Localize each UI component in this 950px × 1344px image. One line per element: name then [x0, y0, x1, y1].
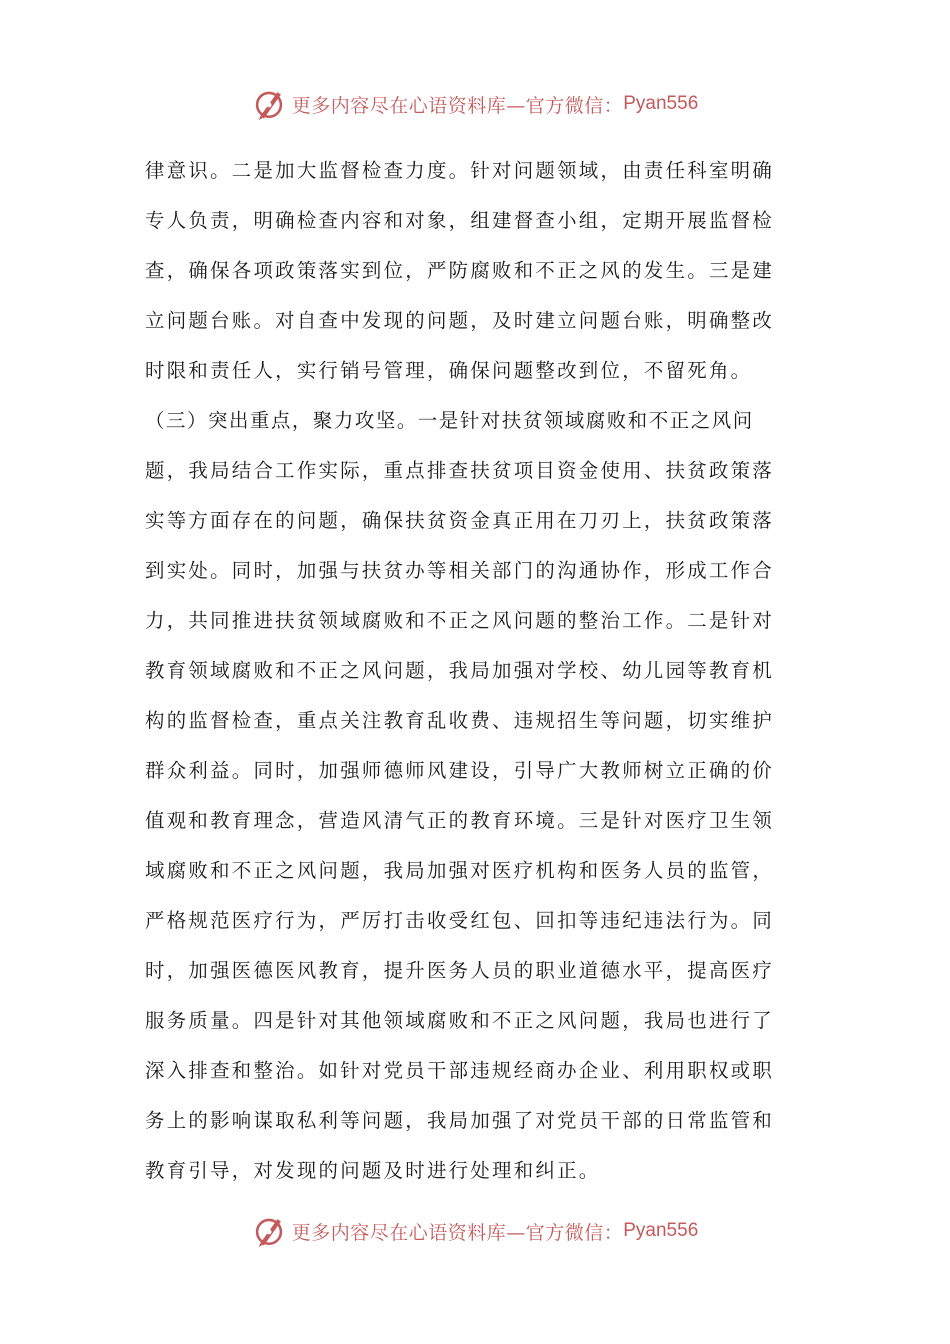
body-line-5: 时限和责任人，实行销号管理，确保问题整改到位，不留死角。 — [145, 359, 753, 382]
header-banner — [0, 84, 950, 124]
body-line-16: 严格规范医疗行为，严厉打击收受红包、回扣等违纪违法行为。同 — [145, 909, 775, 932]
body-line-12: 构的监督检查，重点关注教育乱收费、违规招生等问题，切实维护 — [145, 709, 775, 732]
body-line-20: 务上的影响谋取私利等问题，我局加强了对党员干部的日常监管和 — [145, 1109, 775, 1132]
header-banner-wechat-id: Pyan556 — [623, 93, 699, 114]
body-line-18: 服务质量。四是针对其他领域腐败和不正之风问题，我局也进行了 — [145, 1009, 775, 1032]
pen-circle-logo-icon — [252, 1214, 286, 1248]
body-line-11: 教育领域腐败和不正之风问题，我局加强对学校、幼儿园等教育机 — [145, 659, 775, 682]
header-banner-text: 更多内容尽在心语资料库—官方微信： — [291, 94, 624, 117]
body-line-1: 律意识。二是加大监督检查力度。针对问题领域，由责任科室明确 — [145, 159, 775, 182]
body-line-14: 值观和教育理念，营造风清气正的教育环境。三是针对医疗卫生领 — [145, 809, 775, 832]
body-line-19: 深入排查和整治。如针对党员干部违规经商办企业、利用职权或职 — [145, 1059, 775, 1082]
body-line-13: 群众利益。同时，加强师德师风建设，引导广大教师树立正确的价 — [145, 759, 775, 782]
document-body — [145, 146, 810, 1196]
body-line-17: 时，加强医德医风教育，提升医务人员的职业道德水平，提高医疗 — [145, 959, 775, 982]
body-line-4: 立问题台账。对自查中发现的问题，及时建立问题台账，明确整改 — [145, 309, 775, 332]
body-line-7: 题，我局结合工作实际，重点排查扶贫项目资金使用、扶贫政策落 — [145, 459, 775, 482]
body-line-6: （三）突出重点，聚力攻坚。一是针对扶贫领域腐败和不正之风问 — [145, 409, 754, 432]
body-line-15: 域腐败和不正之风问题，我局加强对医疗机构和医务人员的监管， — [145, 859, 775, 882]
pen-circle-logo-icon — [252, 87, 286, 121]
body-line-8: 实等方面存在的问题，确保扶贫资金真正用在刀刃上，扶贫政策落 — [145, 509, 775, 532]
body-line-21: 教育引导，对发现的问题及时进行处理和纠正。 — [145, 1159, 601, 1182]
body-line-9: 到实处。同时，加强与扶贫办等相关部门的沟通协作，形成工作合 — [145, 559, 775, 582]
footer-banner-text: 更多内容尽在心语资料库—官方微信： — [291, 1221, 624, 1244]
body-line-10: 力，共同推进扶贫领域腐败和不正之风问题的整治工作。二是针对 — [145, 609, 775, 632]
body-line-2: 专人负责，明确检查内容和对象，组建督查小组，定期开展监督检 — [145, 209, 775, 232]
footer-banner-wechat-id: Pyan556 — [623, 1220, 699, 1241]
footer-banner — [0, 1211, 950, 1251]
body-line-3: 查，确保各项政策落实到位，严防腐败和不正之风的发生。三是建 — [145, 259, 775, 282]
